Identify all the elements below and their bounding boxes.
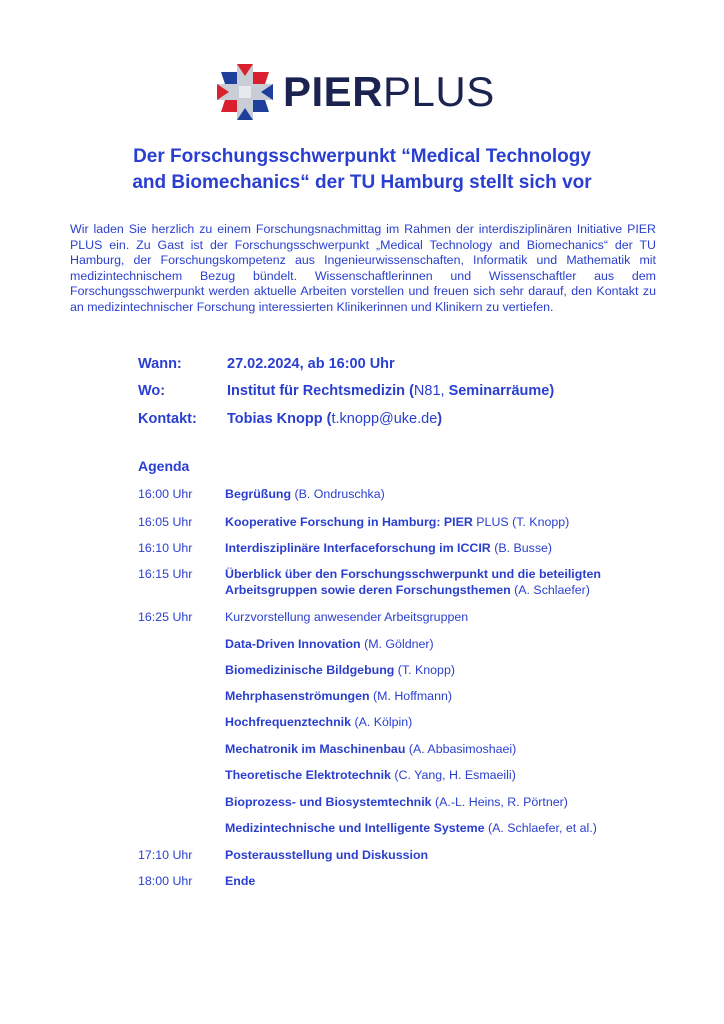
agenda-topic: Überblick über den Forschungsschwerpunkt und die beteiligten Arbeitsgruppen sowie deren Forschungsthemen <box>225 567 601 597</box>
agenda-heading: Agenda <box>138 458 190 474</box>
contact-email[interactable]: t.knopp@uke.de <box>331 411 438 427</box>
agenda-topic: Posterausstellung und Diskussion <box>225 848 429 862</box>
agenda-speaker: (A.-L. Heins, R. Pörtner) <box>431 795 568 809</box>
agenda-time: 16:15 Uhr <box>138 567 193 581</box>
agenda-speaker: (A. Schlaefer, et al.) <box>484 821 597 835</box>
when-value: 27.02.2024, ab 16:00 Uhr <box>227 356 395 372</box>
agenda-time: 18:00 Uhr <box>138 874 193 888</box>
when-label: Wann: <box>138 356 182 372</box>
agenda-description <box>225 609 655 625</box>
where-value: Institut für Rechtsmedizin (N81, Seminarräume) <box>227 383 555 399</box>
agenda-description <box>225 847 655 863</box>
agenda-description <box>225 794 655 810</box>
agenda-description <box>225 767 655 783</box>
agenda-topic: Begrüßung <box>225 487 292 501</box>
agenda-description <box>225 714 655 730</box>
agenda-topic: Kooperative Forschung in Hamburg: PIER <box>225 515 473 529</box>
agenda-time: 16:05 Uhr <box>138 515 193 529</box>
contact-label: Kontakt: <box>138 411 197 427</box>
agenda-speaker: (A. Abbasimoshaei) <box>405 742 517 756</box>
page-title-line-2: and Biomechanics“ der TU Hamburg stellt sich vor <box>132 172 592 193</box>
agenda-description <box>225 636 655 652</box>
agenda-speaker: (M. Göldner) <box>360 637 434 651</box>
agenda-time: 17:10 Uhr <box>138 848 193 862</box>
agenda-time: 16:10 Uhr <box>138 541 193 555</box>
agenda-description <box>225 688 655 704</box>
agenda-description <box>225 873 655 889</box>
agenda-speaker: (M. Hoffmann) <box>369 689 452 703</box>
agenda-topic: Mechatronik im Maschinenbau <box>225 742 406 756</box>
agenda-speaker: (B. Ondruschka) <box>291 487 385 501</box>
agenda-description <box>225 820 655 836</box>
agenda-topic: Bioprozess- und Biosystemtechnik <box>225 795 432 809</box>
agenda-description <box>225 566 655 598</box>
agenda-description <box>225 540 655 556</box>
agenda-description <box>225 741 655 757</box>
agenda-description <box>225 514 655 530</box>
agenda-speaker: (C. Yang, H. Esmaeili) <box>390 768 516 782</box>
intro-paragraph: Wir laden Sie herzlich zu einem Forschungsnachmittag im Rahmen der interdisziplinären Initiative PIER PLUS ein. Zu Gast ist der Forschungsschwerpunkt „Medical Technology and Biomechanics“ der TU Hamburg, der Forschungskompetenz aus Ingenieurwissenschaften, Informatik und Mathematik mit medizintechnischem Bezug bündelt. Wissenschaftlerinnen und Wissenschaftler aus dem Forschungsschwerpunkt werden aktuelle Arbeiten vorstellen und freuen sich sehr darauf, den Kontakt zu an medizintechnischer Forschung interessierten Klinikerinnen und Klinikern zu vertiefen. <box>70 222 656 314</box>
where-label: Wo: <box>138 383 166 399</box>
agenda-topic: Ende <box>225 874 256 888</box>
page-title-line-1: Der Forschungsschwerpunkt “Medical Technology <box>133 146 591 167</box>
agenda-speaker: (A. Kölpin) <box>351 715 413 729</box>
agenda-speaker: (A. Schlaefer) <box>510 583 590 597</box>
agenda-topic: Mehrphasenströmungen <box>225 689 370 703</box>
agenda-speaker: Kurzvorstellung anwesender Arbeitsgruppen <box>225 610 469 624</box>
logo-wordmark: PIERPLUS <box>283 68 495 115</box>
page-title <box>0 144 724 196</box>
agenda-topic: Medizintechnische und Intelligente Systeme <box>225 821 485 835</box>
agenda-speaker: (T. Knopp) <box>394 663 455 677</box>
agenda-topic: Biomedizinische Bildgebung <box>225 663 395 677</box>
agenda-topic: Interdisziplinäre Interfaceforschung im ICCIR <box>225 541 491 555</box>
agenda-speaker: PLUS (T. Knopp) <box>472 515 570 529</box>
pierplus-cross-icon <box>215 62 275 122</box>
agenda-topic: Data-Driven Innovation <box>225 637 361 651</box>
agenda-topic: Hochfrequenztechnik <box>225 715 351 729</box>
contact-value: Tobias Knopp (t.knopp@uke.de) <box>227 411 443 427</box>
agenda-description <box>225 662 655 678</box>
agenda-time: 16:00 Uhr <box>138 487 193 501</box>
agenda-topic: Theoretische Elektrotechnik <box>225 768 391 782</box>
agenda-time: 16:25 Uhr <box>138 610 193 624</box>
agenda-speaker: (B. Busse) <box>490 541 553 555</box>
agenda-description <box>225 486 655 502</box>
pierplus-logo <box>0 62 724 132</box>
